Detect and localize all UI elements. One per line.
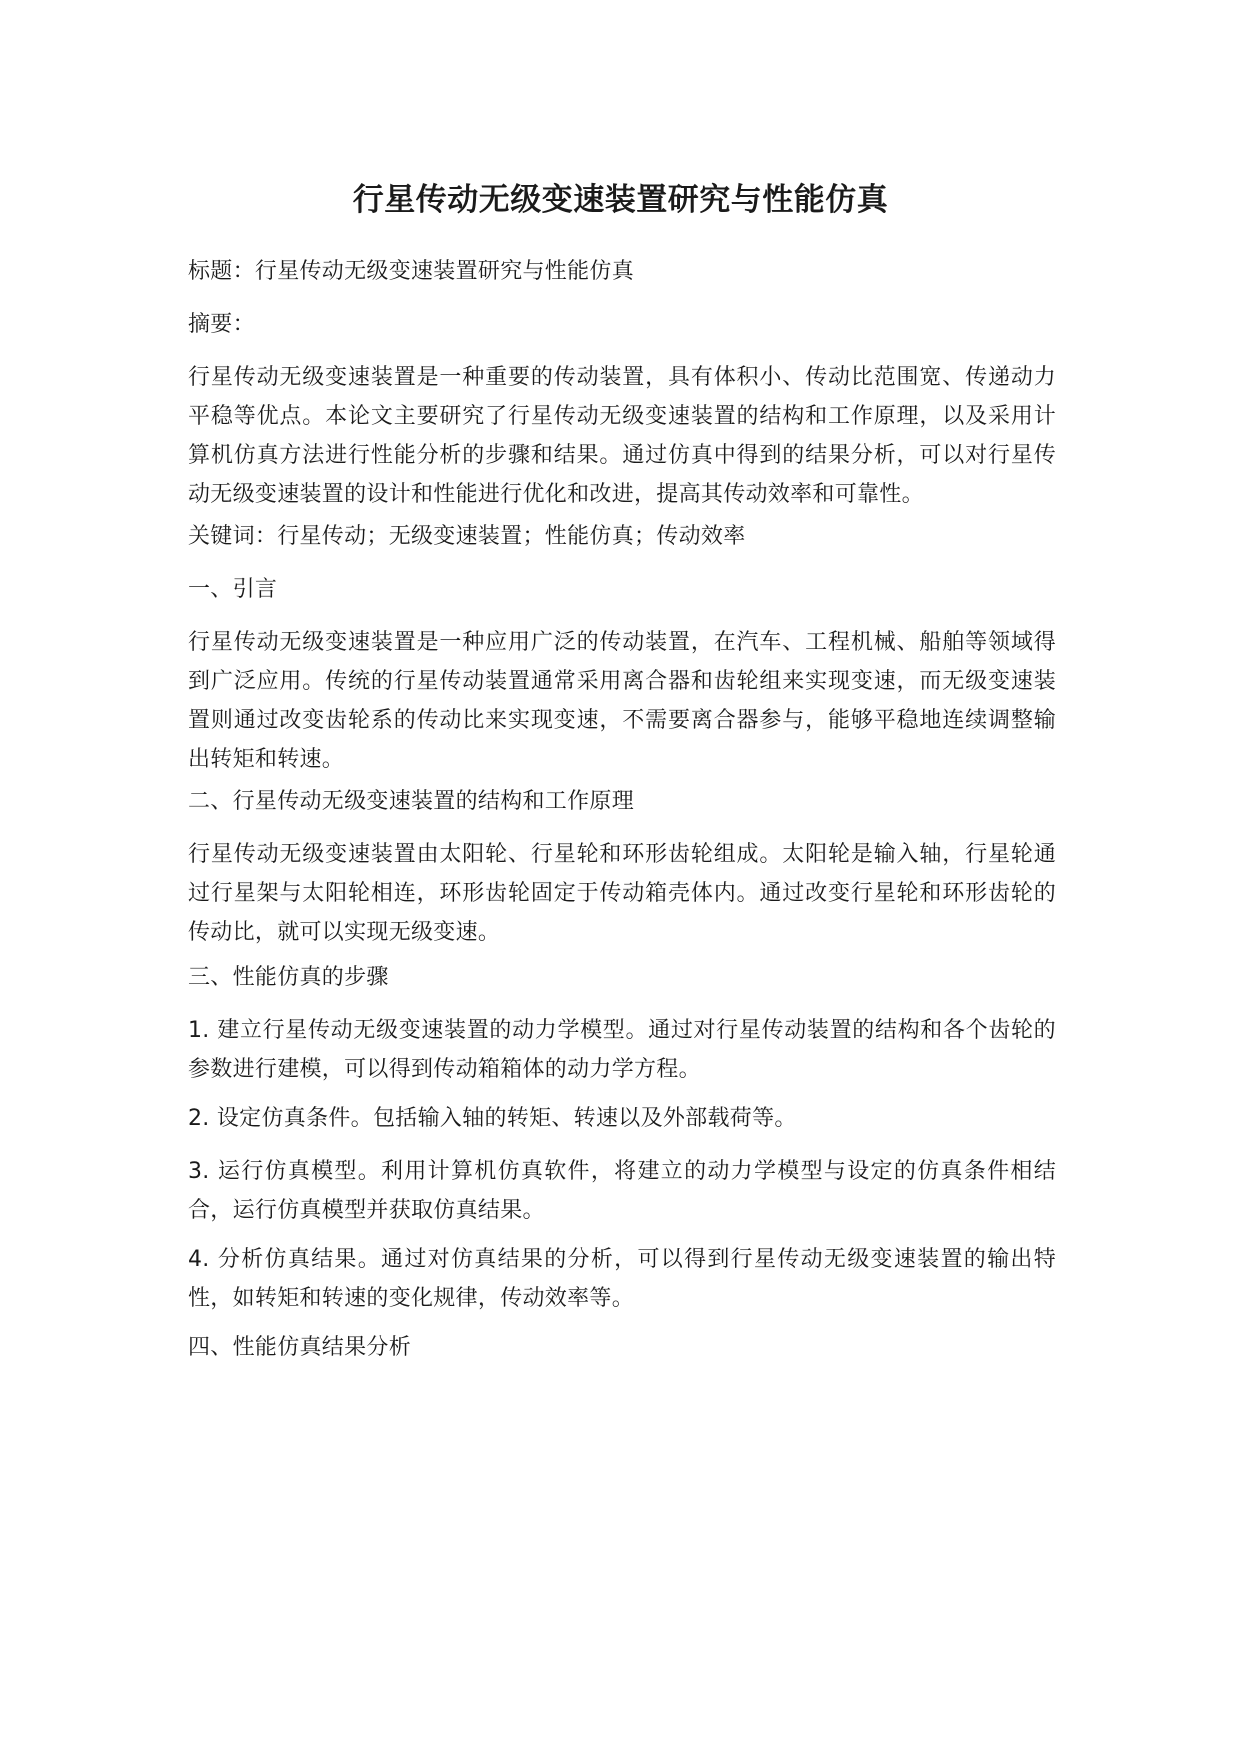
- structure-paragraph: 行星传动无级变速装置由太阳轮、行星轮和环形齿轮组成。太阳轮是输入轴，行星轮通过行星架与太阳轮相连，环形齿轮固定于传动箱壳体内。通过改变行星轮和环形齿轮的传动比，就可以实现无级变速。: [188, 842, 1056, 945]
- step-item-1: 1. 建立行星传动无级变速装置的动力学模型。通过对行星传动装置的结构和各个齿轮的参数进行建模，可以得到传动箱箱体的动力学方程。: [188, 1018, 1056, 1082]
- step-item-2: 2. 设定仿真条件。包括输入轴的转矩、转速以及外部载荷等。: [188, 1106, 797, 1131]
- section-heading-results-analysis: 四、性能仿真结果分析: [188, 1335, 412, 1360]
- abstract-heading: 摘要：: [188, 312, 255, 337]
- section-heading-simulation-steps: 三、性能仿真的步骤: [188, 965, 389, 990]
- keywords-line: 关键词：行星传动；无级变速装置；性能仿真；传动效率: [188, 524, 746, 549]
- document-title: 行星传动无级变速装置研究与性能仿真: [352, 182, 889, 218]
- section-heading-structure: 二、行星传动无级变速装置的结构和工作原理: [188, 789, 635, 814]
- step-item-3: 3. 运行仿真模型。利用计算机仿真软件，将建立的动力学模型与设定的仿真条件相结合，运行仿真模型并获取仿真结果。: [188, 1159, 1056, 1223]
- introduction-paragraph: 行星传动无级变速装置是一种应用广泛的传动装置，在汽车、工程机械、船舶等领域得到广泛应用。传统的行星传动装置通常采用离合器和齿轮组来实现变速，而无级变速装置则通过改变齿轮系的传动比来实现变速，不需要离合器参与，能够平稳地连续调整输出转矩和转速。: [188, 630, 1056, 772]
- title-line: 标题：行星传动无级变速装置研究与性能仿真: [188, 259, 635, 284]
- section-heading-introduction: 一、引言: [188, 577, 278, 602]
- abstract-paragraph: 行星传动无级变速装置是一种重要的传动装置，具有体积小、传动比范围宽、传递动力平稳等优点。本论文主要研究了行星传动无级变速装置的结构和工作原理，以及采用计算机仿真方法进行性能分析的步骤和结果。通过仿真中得到的结果分析，可以对行星传动无级变速装置的设计和性能进行优化和改进，提高其传动效率和可靠性。: [188, 365, 1056, 507]
- step-item-4: 4. 分析仿真结果。通过对仿真结果的分析，可以得到行星传动无级变速装置的输出特性，如转矩和转速的变化规律，传动效率等。: [188, 1247, 1056, 1311]
